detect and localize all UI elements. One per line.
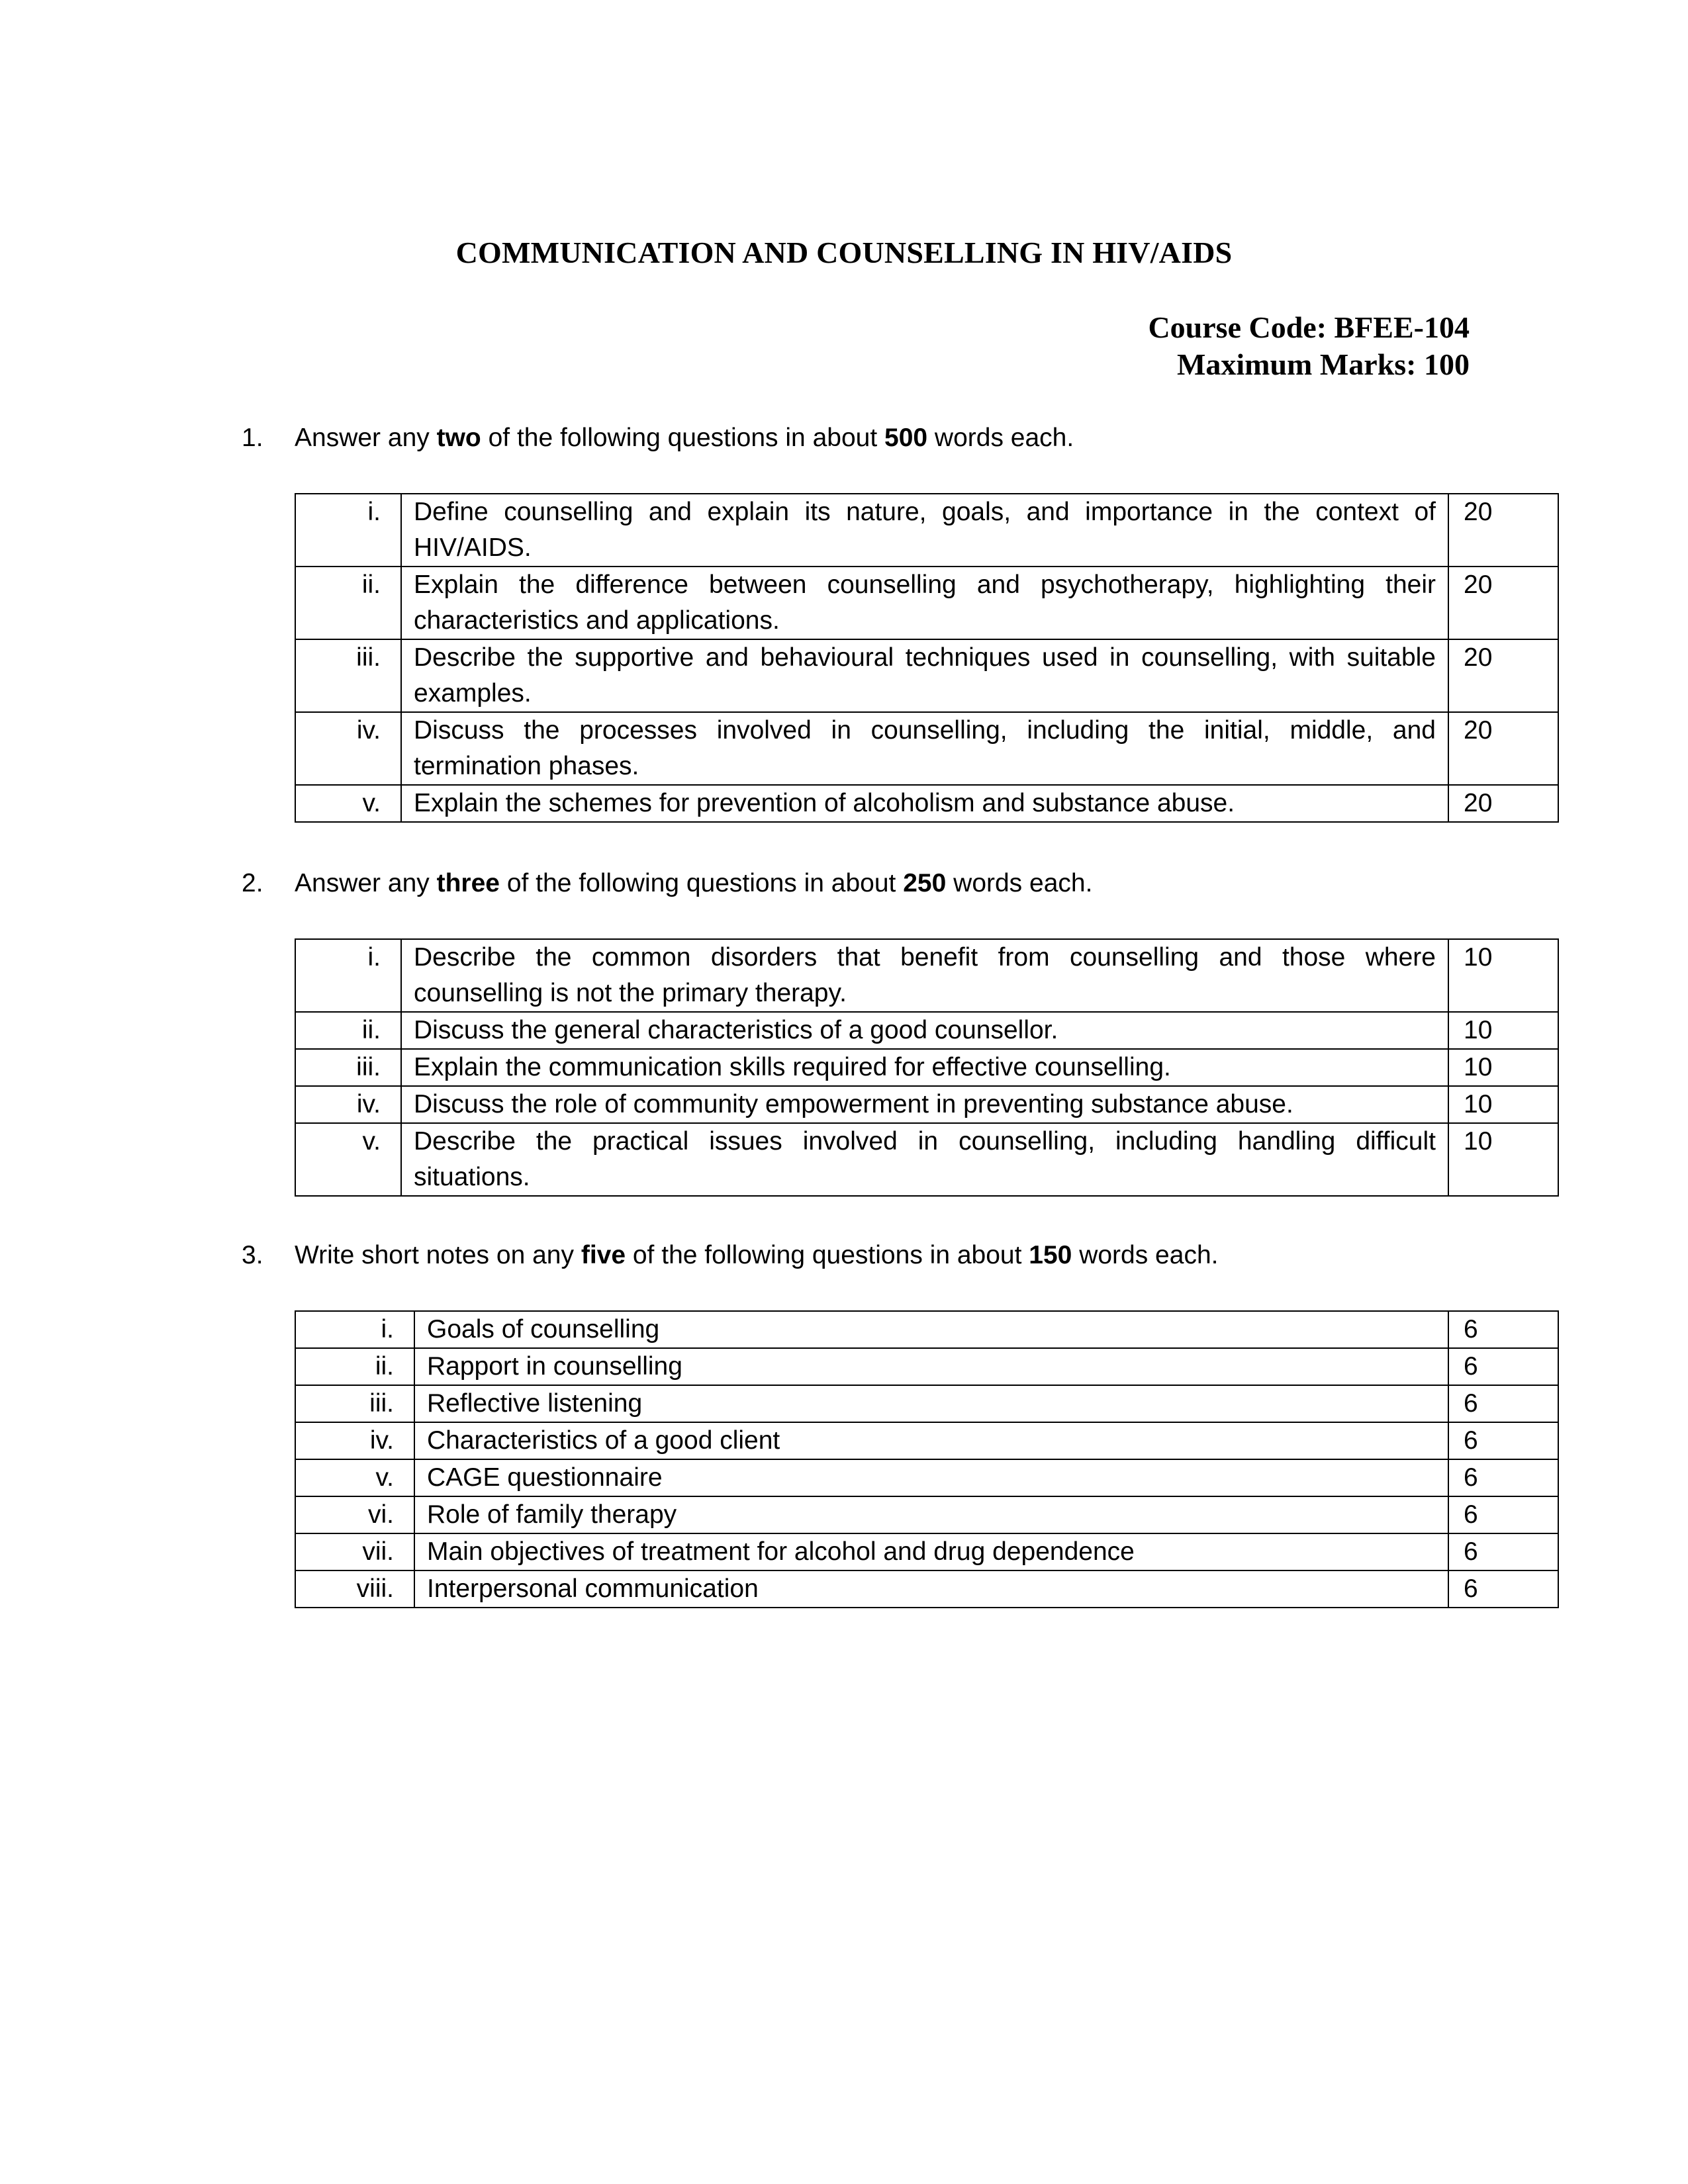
question-marks: 6 [1448,1570,1558,1608]
question-marks: 6 [1448,1385,1558,1422]
question-marks: 10 [1448,939,1558,1012]
question-number: iv. [295,1086,401,1123]
question-number: viii. [295,1570,414,1608]
question-text: Explain the communication skills required for effective counselling. [401,1049,1448,1086]
question-row [295,1049,1558,1086]
course-code: Course Code: BFEE-104 [1148,310,1470,344]
question-text: Main objectives of treatment for alcohol and drug dependence [414,1533,1448,1570]
question-row [295,1123,1558,1196]
question-number: iii. [295,639,401,712]
question-marks: 20 [1448,639,1558,712]
question-row [295,1496,1558,1533]
question-marks: 10 [1448,1049,1558,1086]
instruction-text: of the following questions in about [481,424,885,452]
question-row [295,1422,1558,1459]
instruction-text: words each. [927,424,1074,452]
question-text: Interpersonal communication [414,1570,1448,1608]
question-number: i. [295,1311,414,1348]
question-marks: 10 [1448,1086,1558,1123]
question-text: Explain the difference between counselling and psychotherapy, highlighting their characteristics and applications. [401,567,1448,639]
question-row [295,785,1558,822]
question-marks: 20 [1448,567,1558,639]
instruction-count: three [436,869,500,897]
question-row [295,939,1558,1012]
question-number: ii. [295,567,401,639]
question-row [295,639,1558,712]
instruction-word-limit: 250 [903,869,947,897]
question-row [295,712,1558,785]
question-marks: 20 [1448,712,1558,785]
instruction-word-limit: 500 [884,424,928,452]
question-row [295,494,1558,567]
question-text: Describe the common disorders that benefit from counselling and those where counselling is not the primary therapy. [401,939,1448,1012]
question-text: Discuss the role of community empowerment in preventing substance abuse. [401,1086,1448,1123]
instruction-word-limit: 150 [1029,1241,1072,1269]
question-text: Role of family therapy [414,1496,1448,1533]
question-marks: 6 [1448,1459,1558,1496]
question-text: Explain the schemes for prevention of alcoholism and substance abuse. [401,785,1448,822]
question-row [295,1385,1558,1422]
question-number: i. [295,939,401,1012]
question-marks: 20 [1448,785,1558,822]
question-number: vii. [295,1533,414,1570]
section-2-instruction [242,869,1092,898]
question-row [295,1348,1558,1385]
instruction-count: five [581,1241,626,1269]
question-number: v. [295,1123,401,1196]
question-marks: 6 [1448,1422,1558,1459]
question-number: iv. [295,1422,414,1459]
section-3-question-table [295,1310,1559,1608]
question-text: Discuss the general characteristics of a good counsellor. [401,1012,1448,1049]
question-row [295,1533,1558,1570]
question-text: Define counselling and explain its nature, goals, and importance in the context of HIV/AIDS. [401,494,1448,567]
instruction-text: words each. [1072,1241,1219,1269]
question-marks: 6 [1448,1348,1558,1385]
question-number: ii. [295,1012,401,1049]
question-number: v. [295,785,401,822]
maximum-marks: Maximum Marks: 100 [1176,347,1470,381]
question-text: Describe the supportive and behavioural techniques used in counselling, with suitable examples. [401,639,1448,712]
question-text: Characteristics of a good client [414,1422,1448,1459]
instruction-text: Answer any [295,424,437,452]
section-number: 3. [242,1241,263,1269]
question-marks: 20 [1448,494,1558,567]
question-number: ii. [295,1348,414,1385]
question-text: Discuss the processes involved in counselling, including the initial, middle, and termination phases. [401,712,1448,785]
section-1-instruction [242,424,1074,453]
question-row [295,1086,1558,1123]
section-3-instruction [242,1241,1218,1270]
question-row [295,567,1558,639]
section-number: 1. [242,424,263,452]
section-number: 2. [242,869,263,897]
question-marks: 6 [1448,1533,1558,1570]
question-row [295,1311,1558,1348]
instruction-text: words each. [946,869,1093,897]
section-2-question-table [295,938,1559,1197]
question-text: CAGE questionnaire [414,1459,1448,1496]
instruction-text: Write short notes on any [295,1241,581,1269]
question-text: Rapport in counselling [414,1348,1448,1385]
question-number: i. [295,494,401,567]
question-text: Reflective listening [414,1385,1448,1422]
question-number: iv. [295,712,401,785]
question-row [295,1459,1558,1496]
question-marks: 10 [1448,1012,1558,1049]
instruction-text: Answer any [295,869,437,897]
question-marks: 6 [1448,1311,1558,1348]
instruction-count: two [436,424,481,452]
instruction-text: of the following questions in about [626,1241,1029,1269]
question-number: v. [295,1459,414,1496]
question-text: Describe the practical issues involved in counselling, including handling difficult situations. [401,1123,1448,1196]
question-row [295,1570,1558,1608]
question-marks: 6 [1448,1496,1558,1533]
instruction-text: of the following questions in about [499,869,904,897]
section-1-question-table [295,493,1559,823]
question-row [295,1012,1558,1049]
question-number: iii. [295,1049,401,1086]
question-number: vi. [295,1496,414,1533]
page-title: COMMUNICATION AND COUNSELLING IN HIV/AIDS [455,236,1233,269]
question-marks: 10 [1448,1123,1558,1196]
question-text: Goals of counselling [414,1311,1448,1348]
question-number: iii. [295,1385,414,1422]
